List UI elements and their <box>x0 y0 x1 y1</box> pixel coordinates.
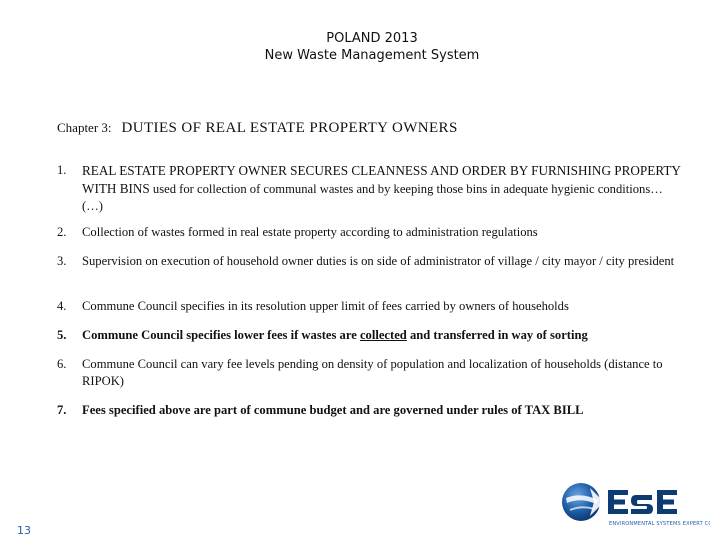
logo-tagline: ENVIRONMENTAL SYSTEMS EXPERT CO <box>609 521 710 527</box>
ese-logo-mark <box>560 478 710 534</box>
item-number: 1. <box>57 163 67 177</box>
item-text: Fees specified above are part of commune budget and are governed under rules of TAX BILL <box>82 403 584 417</box>
item-number: 7. <box>57 403 67 417</box>
item-text: Commune Council can vary fee levels pending on density of population and localization of households (distance to RIPOK) <box>82 357 663 388</box>
item-number: 3. <box>57 254 67 268</box>
item-text: Commune Council specifies in its resolution upper limit of fees carried by owners of households <box>82 299 569 313</box>
item-text: Supervision on execution of household owner duties is on side of administrator of village / city mayor / city president <box>82 254 675 268</box>
slide-header <box>0 30 720 64</box>
item-number: 5. <box>57 328 67 342</box>
chapter-title: DUTIES OF REAL ESTATE PROPERTY OWNERS <box>121 120 458 136</box>
page-number: 13 <box>17 524 31 537</box>
header-subtitle: New Waste Management System <box>264 48 480 63</box>
item-number: 4. <box>57 299 67 313</box>
header-title: POLAND 2013 <box>326 31 418 46</box>
item-number: 6. <box>57 357 67 371</box>
item-text <box>82 162 682 215</box>
ese-logo <box>560 478 710 534</box>
item-text: Collection of wastes formed in real estate property according to administration regulations <box>82 225 538 239</box>
item-underlined-word: collected <box>359 328 407 342</box>
item-caps-text: REAL ESTATE PROPERTY OWNER SECURES CLEANNESS AND ORDER BY FURNISHING PROPERTY WITH BINS <box>82 163 681 196</box>
item-text-before: Commune Council specifies lower fees if wastes are <box>82 328 360 342</box>
chapter-label: Chapter 3: <box>57 120 112 135</box>
item-rest-text: used for collection of communal wastes and by keeping those bins in adequate hygienic conditions… (…) <box>82 182 663 213</box>
item-text-after: and transferred in way of sorting <box>406 328 588 342</box>
item-number: 2. <box>57 225 67 239</box>
item-text <box>82 327 682 344</box>
chapter-heading <box>57 119 697 137</box>
